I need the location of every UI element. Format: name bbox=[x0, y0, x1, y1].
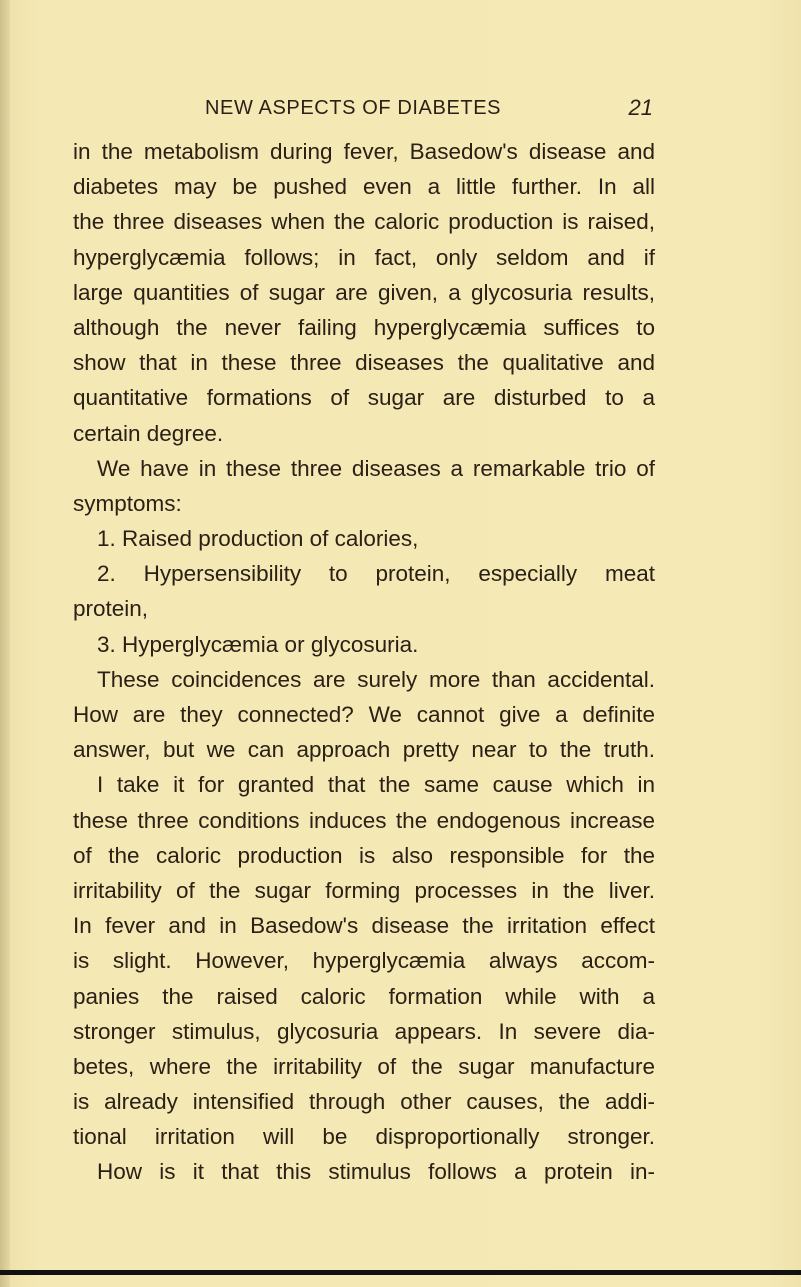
text-line: in the metabolism during fever, Basedow's disease and bbox=[73, 139, 655, 164]
text-line: large quantities of sugar are given, a glycosuria results, bbox=[73, 279, 655, 305]
text-line: How are they connected? We cannot give a definite bbox=[73, 702, 655, 727]
text-line: show that in these three diseases the qualitative and bbox=[73, 350, 655, 376]
text-line: the three diseases when the caloric production is raised, bbox=[73, 209, 655, 235]
text-line: protein, bbox=[73, 596, 149, 622]
list-item: 1. Raised production of calories, bbox=[97, 526, 419, 552]
text-line: In fever and in Basedow's disease the irritation effect bbox=[73, 913, 655, 939]
text-line: betes, where the irritability of the sugar manufacture bbox=[73, 1053, 655, 1079]
list-item: 2. Hypersensibility to protein, especially meat bbox=[97, 561, 655, 587]
text-line: answer, but we can approach pretty near to the truth. bbox=[73, 737, 655, 763]
text-line: these three conditions induces the endogenous increase bbox=[73, 807, 655, 833]
text-line: symptoms: bbox=[73, 490, 182, 516]
text-line: although the never failing hyperglycæmia suffices to bbox=[73, 314, 655, 340]
text-line: These coincidences are surely more than accidental. bbox=[97, 666, 655, 692]
text-line: irritability of the sugar forming processes in the liver. bbox=[73, 877, 655, 903]
running-head bbox=[73, 90, 653, 126]
text-line: We have in these three diseases a remarkable trio of bbox=[97, 455, 655, 481]
list-item: 3. Hyperglycæmia or glycosuria. bbox=[97, 631, 419, 657]
text-line: stronger stimulus, glycosuria appears. In severe dia- bbox=[73, 1018, 655, 1044]
text-line: diabetes may be pushed even a little further. In all bbox=[73, 174, 655, 200]
running-title: NEW ASPECTS OF DIABETES bbox=[205, 97, 502, 119]
text-line: hyperglycæmia follows; in fact, only seldom and if bbox=[73, 244, 655, 270]
page-binding-edge bbox=[0, 0, 10, 1287]
text-line: is already intensified through other causes, the addi- bbox=[73, 1089, 655, 1115]
text-line: certain degree. bbox=[73, 420, 224, 446]
page-number: 21 bbox=[628, 95, 653, 120]
text-line: quantitative formations of sugar are disturbed to a bbox=[73, 385, 655, 411]
text-line: of the caloric production is also responsible for the bbox=[73, 842, 655, 868]
text-line: panies the raised caloric formation while with a bbox=[73, 983, 655, 1009]
body-text bbox=[73, 134, 655, 1190]
text-line: tional irritation will be disproportionally stronger. bbox=[73, 1124, 655, 1150]
bottom-rule bbox=[0, 1270, 801, 1275]
text-line: I take it for granted that the same cause which in bbox=[97, 772, 655, 798]
text-line: is slight. However, hyperglycæmia always accom- bbox=[73, 948, 655, 974]
text-line: How is it that this stimulus follows a protein in- bbox=[97, 1159, 655, 1185]
